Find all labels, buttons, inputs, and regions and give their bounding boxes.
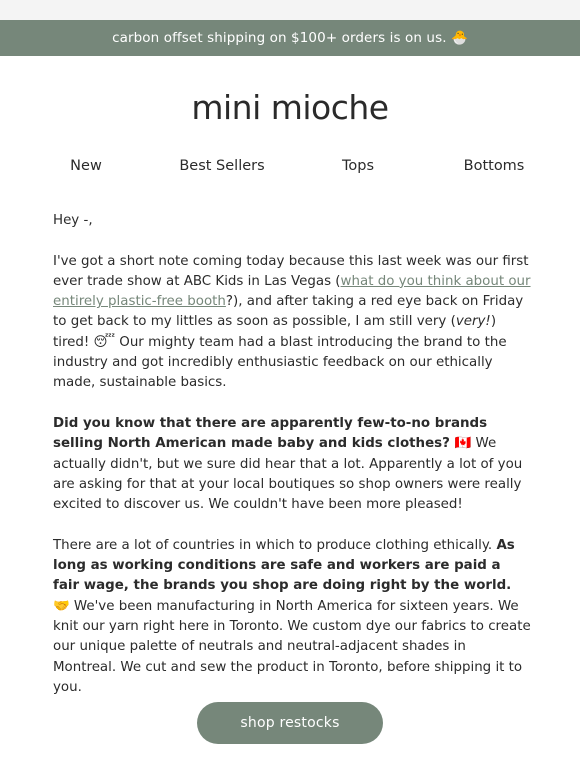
paragraph-text: ?), and after taking a red eye back on Friday to get back to my littles as soon as possible, I am still very ( — [53, 294, 524, 330]
main-nav — [0, 158, 580, 180]
greeting: Hey -, — [53, 213, 93, 228]
paragraph-text: I've got a short note coming today because this last week was our first ever trade show at ABC Kids in Las Vegas ( — [53, 253, 529, 289]
email-body — [53, 211, 531, 718]
paragraph-manufacturing — [53, 536, 531, 698]
header — [0, 56, 580, 158]
shop-restocks-button[interactable]: shop restocks — [197, 702, 383, 744]
nav-item-bottoms[interactable]: Bottoms — [463, 158, 525, 174]
paragraph-text: There are a lot of countries in which to produce clothing ethically. — [53, 537, 497, 553]
nav-item-best-sellers[interactable]: Best Sellers — [179, 158, 265, 174]
brand-logo[interactable]: mini mioche — [191, 87, 389, 127]
paragraph-north-american — [53, 414, 531, 515]
promo-banner — [0, 20, 580, 56]
paragraph-trade-show — [53, 252, 531, 394]
paragraph-text: ) tired! 😴 Our mighty team had a blast introducing the brand to the industry and got incredibly enthusiastic feedback on our ethically made, sustainable basics. — [53, 314, 507, 391]
paragraph-text: We actually didn't, but we sure did hear that a lot. Apparently a lot of you are asking for that at your local boutiques so shop owners were really excited to discover us. We couldn't have been more pleased! — [53, 436, 523, 513]
paragraph-text: 🤝 We've been manufacturing in North America for sixteen years. We knit our yarn right here in Toronto. We custom dye our fabrics to create our unique palette of neutrals and neutral-adjacent shades in Montreal. We cut and sew the product in Toronto, before shipping it to you. — [53, 598, 531, 695]
bold-text: As long as working conditions are safe and workers are paid a fair wage, the brands you shop are doing right by the world. — [53, 537, 515, 594]
booth-link[interactable]: what do you think about our entirely plastic-free booth — [53, 273, 531, 310]
cta-wrapper — [0, 702, 580, 744]
nav-item-tops[interactable]: Tops — [341, 158, 375, 174]
top-strip — [0, 0, 580, 20]
promo-banner-text: carbon offset shipping on $100+ orders is on us. 🐣 — [112, 30, 468, 46]
bold-text: Did you know that there are apparently few-to-no brands selling North American made baby and kids clothes? 🇨🇦 — [53, 415, 488, 452]
nav-item-new[interactable]: New — [70, 158, 102, 174]
emphasis-text: very! — [455, 314, 491, 330]
